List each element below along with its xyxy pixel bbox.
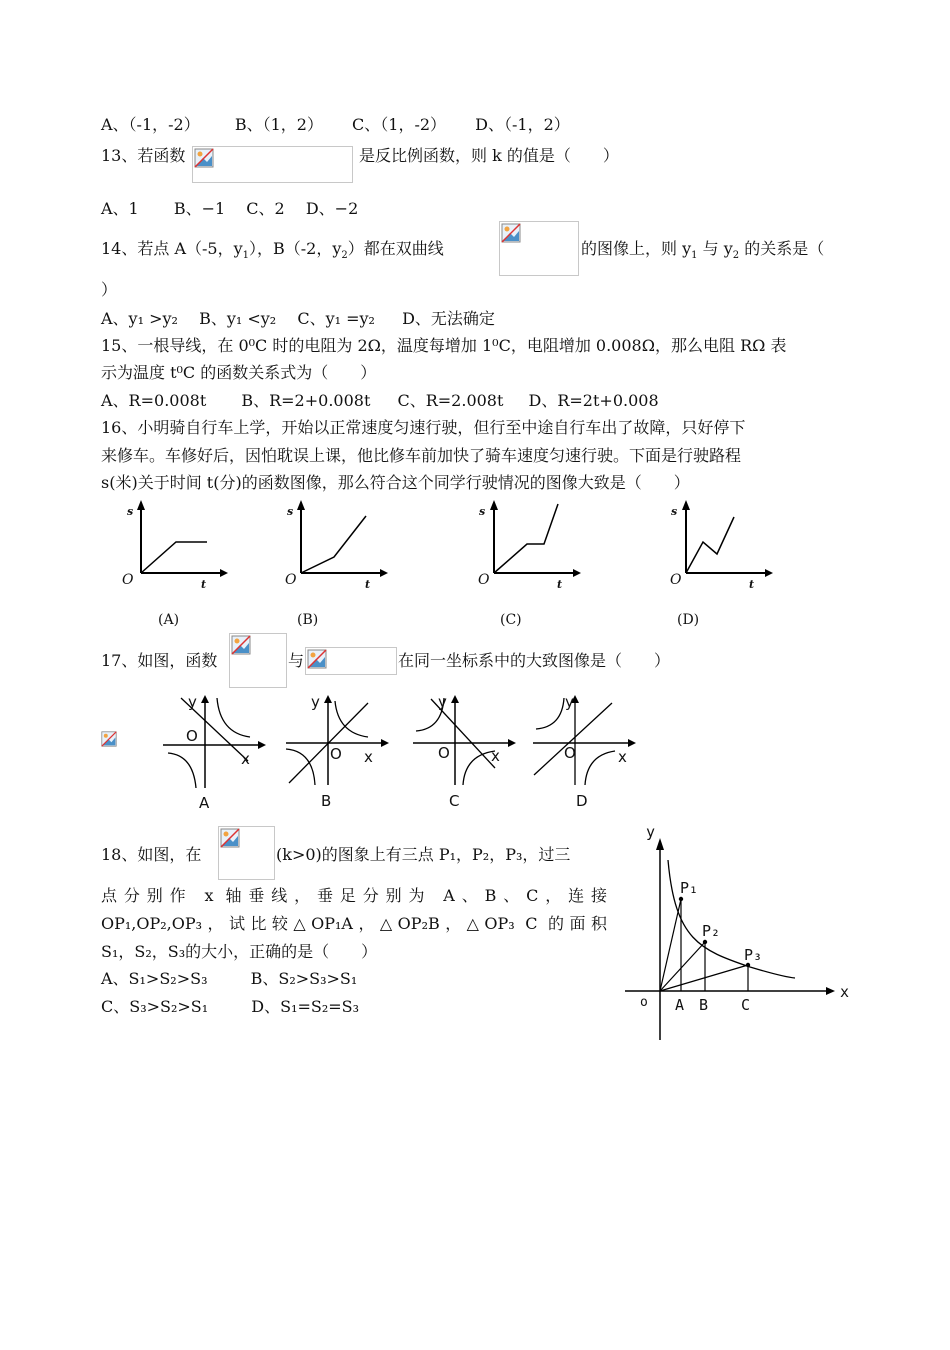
q17-label-d: D (576, 792, 588, 810)
q14-option-c: C、y₁ =y₂ (297, 309, 375, 328)
q18-line2: 点分别作 x 轴垂线，垂足分别为 A、B、C，连接 (101, 886, 607, 905)
q18-line3: OP₁,OP₂,OP₃，试比较△OP₁A，△OP₂B，△OP₃ C 的面积 (101, 914, 607, 933)
broken-image-icon (220, 828, 240, 848)
broken-image-icon (501, 223, 521, 243)
q17-small-image (100, 728, 117, 758)
q17-label-c: C (449, 792, 460, 810)
q18-option-c: C、S₃>S₂>S₁ (101, 997, 209, 1016)
q17-graph-a (160, 693, 270, 793)
q15-options (101, 391, 659, 411)
q12-options (101, 115, 570, 135)
q18-options-row2 (101, 997, 359, 1017)
broken-image-icon (194, 148, 214, 168)
q13-option-b: B、−1 (173, 199, 226, 218)
q12-option-a: A、（-1，-2） (101, 115, 200, 134)
q17-label-a: A (199, 794, 210, 812)
q18-options-row1 (101, 969, 357, 989)
q12-option-d: D、（-1，2） (475, 115, 570, 134)
q15-line1: 15、一根导线，在 0⁰C 时的电阻为 2Ω，温度每增加 1⁰C，电阻增加 0.008Ω，那么电阻 RΩ 表 (101, 336, 787, 355)
q16-label-a: (A) (158, 612, 180, 628)
q12-option-b: B、（1，2） (234, 115, 323, 134)
q18-line4: S₁，S₂，S₃的大小，正确的是（ ） (101, 942, 378, 961)
q17-graph-d (530, 693, 640, 793)
q14-option-a: A、y₁ >y₂ (101, 309, 178, 328)
q13-formula-image (192, 146, 353, 183)
q17-label-b: B (321, 792, 332, 810)
q17-mid: 与 (288, 651, 305, 670)
q13-stem (101, 146, 185, 166)
q13-options (101, 199, 358, 219)
q18-suffix: (k>0)的图象上有三点 P₁，P₂，P₃，过三 (276, 845, 571, 864)
q13-prefix: 13、若函数 (101, 146, 186, 165)
q14-hyperbola-image (499, 221, 579, 276)
q18-function-image (218, 826, 275, 880)
q17-suffix: 在同一坐标系中的大致图像是（ ） (398, 651, 671, 670)
q14-option-b: B、y₁ <y₂ (199, 309, 277, 328)
q13-option-a: A、1 (101, 199, 139, 218)
q16-label-c: (C) (500, 612, 522, 628)
q15-line2: 示为温度 t⁰C 的函数关系式为（ ） (101, 363, 377, 382)
q15-option-c: C、R=2.008t (397, 391, 504, 410)
q16-line2: 来修车。车修好后，因怕耽误上课，他比修车前加快了骑车速度匀速行驶。下面是行驶路程 (101, 446, 742, 465)
q13-option-d: D、−2 (305, 199, 359, 218)
q17-graph-c (410, 693, 520, 793)
q18-option-d: D、S₁=S₂=S₃ (251, 997, 360, 1016)
q18-prefix: 18、如图，在 (101, 845, 202, 864)
broken-image-icon (307, 649, 327, 669)
q13-suffix: 是反比例函数，则 k 的值是（ ） (359, 146, 619, 165)
q13-option-c: C、2 (246, 199, 285, 218)
q14-option-d: D、无法确定 (402, 309, 495, 328)
q18-figure (620, 820, 855, 1045)
q14-suffix: 的图像上，则 $y_1$ 与 $y_2$ 的关系是（ (581, 239, 825, 262)
q16-label-d: (D) (677, 612, 700, 628)
q17-graph-b (283, 693, 393, 793)
q14-stem: 14、若点 A（-5，$y_1$），B（-2，$y_2$）都在双曲线 (101, 239, 444, 262)
q16-line3: s(米)关于时间 t(分)的函数图像，那么符合这个同学行驶情况的图像大致是（ ） (101, 473, 690, 492)
q18-option-b: B、S₂>S₃>S₁ (250, 969, 358, 988)
q14-options (101, 309, 495, 329)
broken-image-icon (101, 729, 117, 749)
q15-option-d: D、R=2t+0.008 (528, 391, 659, 410)
q18-option-a: A、S₁>S₂>S₃ (101, 969, 208, 988)
q17-prefix: 17、如图，函数 (101, 651, 218, 670)
q15-option-b: B、R=2+0.008t (241, 391, 371, 410)
q12-option-c: C、（1，-2） (352, 115, 447, 134)
q15-option-a: A、R=0.008t (101, 391, 207, 410)
q14-cont: ） (101, 280, 118, 299)
q17-function-image-1 (229, 633, 287, 688)
broken-image-icon (231, 635, 251, 655)
q16-line1: 16、小明骑自行车上学，开始以正常速度匀速行驶，但行至中途自行车出了故障，只好停下 (101, 418, 746, 437)
q16-label-b: (B) (297, 612, 319, 628)
q17-function-image-2 (305, 647, 397, 675)
